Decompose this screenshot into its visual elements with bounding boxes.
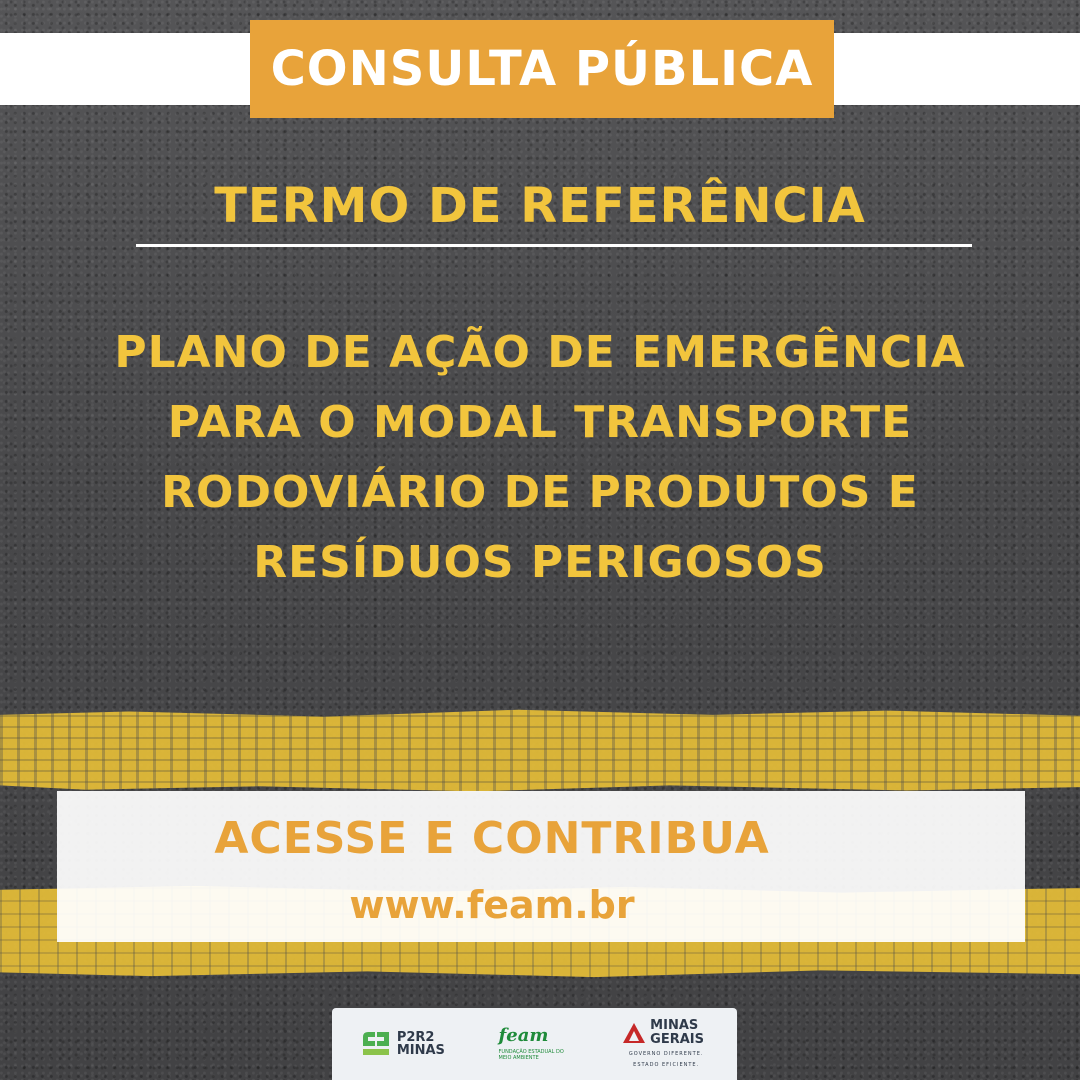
minas-gerais-tagline1: GOVERNO DIFERENTE. <box>628 1051 704 1057</box>
minas-gerais-line1: MINAS <box>650 1018 699 1033</box>
plan-title-line: PLANO DE AÇÃO DE EMERGÊNCIA <box>114 327 966 378</box>
p2r2-minas-logo <box>359 1031 445 1057</box>
minas-gerais-triangle-icon <box>622 1022 646 1044</box>
plan-title-line: PARA O MODAL TRANSPORTE <box>167 397 913 448</box>
minas-gerais-line2: GERAIS <box>650 1032 704 1047</box>
road-marking-upper <box>0 708 1080 794</box>
minas-gerais-tagline2: ESTADO EFICIENTE. <box>633 1062 700 1068</box>
feam-name: feam <box>498 1025 549 1046</box>
p2r2-line1: P2R2 <box>396 1030 435 1045</box>
feam-website-link[interactable]: www.feam.br <box>349 883 635 927</box>
p2r2-heart-icon <box>359 1031 393 1057</box>
termo-de-referencia-heading: TERMO DE REFERÊNCIA <box>214 178 866 234</box>
plan-title-line: RODOVIÁRIO DE PRODUTOS E <box>161 467 919 518</box>
consulta-publica-badge: CONSULTA PÚBLICA <box>250 20 834 118</box>
p2r2-line2: MINAS <box>396 1043 445 1058</box>
heading-divider <box>136 244 972 247</box>
cta-title: ACESSE E CONTRIBUA <box>214 813 770 864</box>
plan-title <box>40 318 1040 598</box>
partner-logos-strip <box>332 1008 737 1080</box>
feam-logo <box>499 1027 569 1061</box>
minas-gerais-logo <box>622 1019 710 1069</box>
feam-subtitle: FUNDAÇÃO ESTADUAL DO MEIO AMBIENTE <box>498 1049 564 1061</box>
plan-title-line: RESÍDUOS PERIGOSOS <box>253 537 827 588</box>
cta-card <box>57 791 1025 942</box>
